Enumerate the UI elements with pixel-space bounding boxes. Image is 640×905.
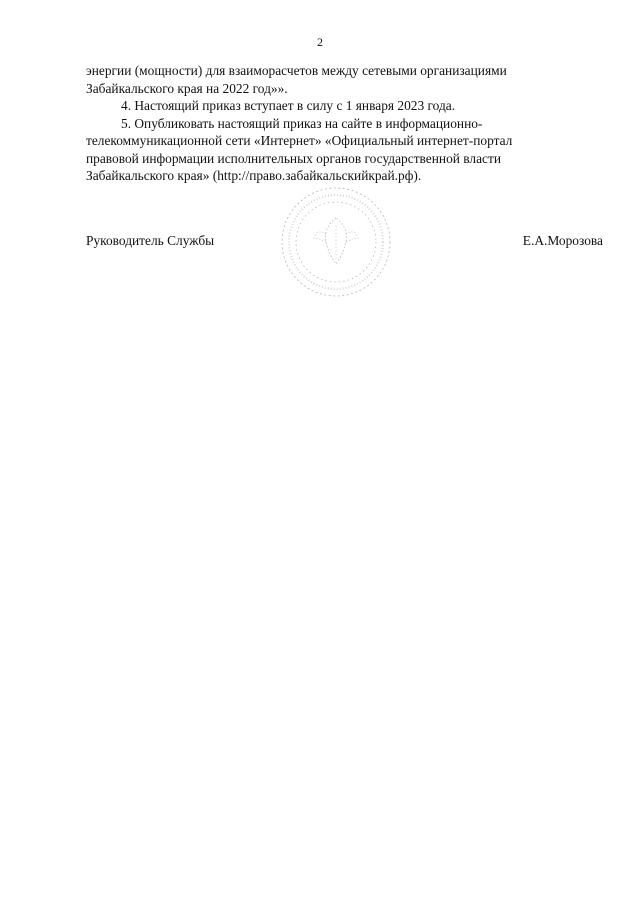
official-seal-stamp: [270, 182, 400, 304]
stamp-outer-ring: [282, 188, 390, 296]
signatory-name: Е.А.Морозова: [522, 233, 603, 248]
stamp-emblem-wing-left: [314, 232, 326, 242]
paragraph-5-line-3: правовой информации исполнительных органов государственной власти: [86, 150, 502, 166]
paragraph-5-line-4: Забайкальского края» (http://право.забайкальскийкрай.рф).: [86, 168, 422, 183]
paragraph-4: 4. Настоящий приказ вступает в силу с 1 января 2023 года.: [121, 98, 456, 113]
signatory-position: Руководитель Службы: [86, 233, 215, 248]
paragraph-1-line-2: Забайкальского края на 2022 год»».: [86, 80, 288, 96]
page-number: 2: [317, 35, 323, 49]
stamp-text-ring: [289, 195, 383, 289]
paragraph-1-line-1: энергии (мощности) для взаиморасчетов между сетевыми организациями: [86, 63, 507, 78]
stamp-emblem-wing-right: [346, 232, 358, 242]
stamp-inner-ring: [296, 202, 376, 282]
document-body: [86, 62, 603, 185]
paragraph-5-line-1: 5. Опубликовать настоящий приказ на сайте в информационно-: [121, 115, 483, 131]
paragraph-5-line-2: телекоммуникационной сети «Интернет» «Официальный интернет-портал: [86, 133, 513, 148]
